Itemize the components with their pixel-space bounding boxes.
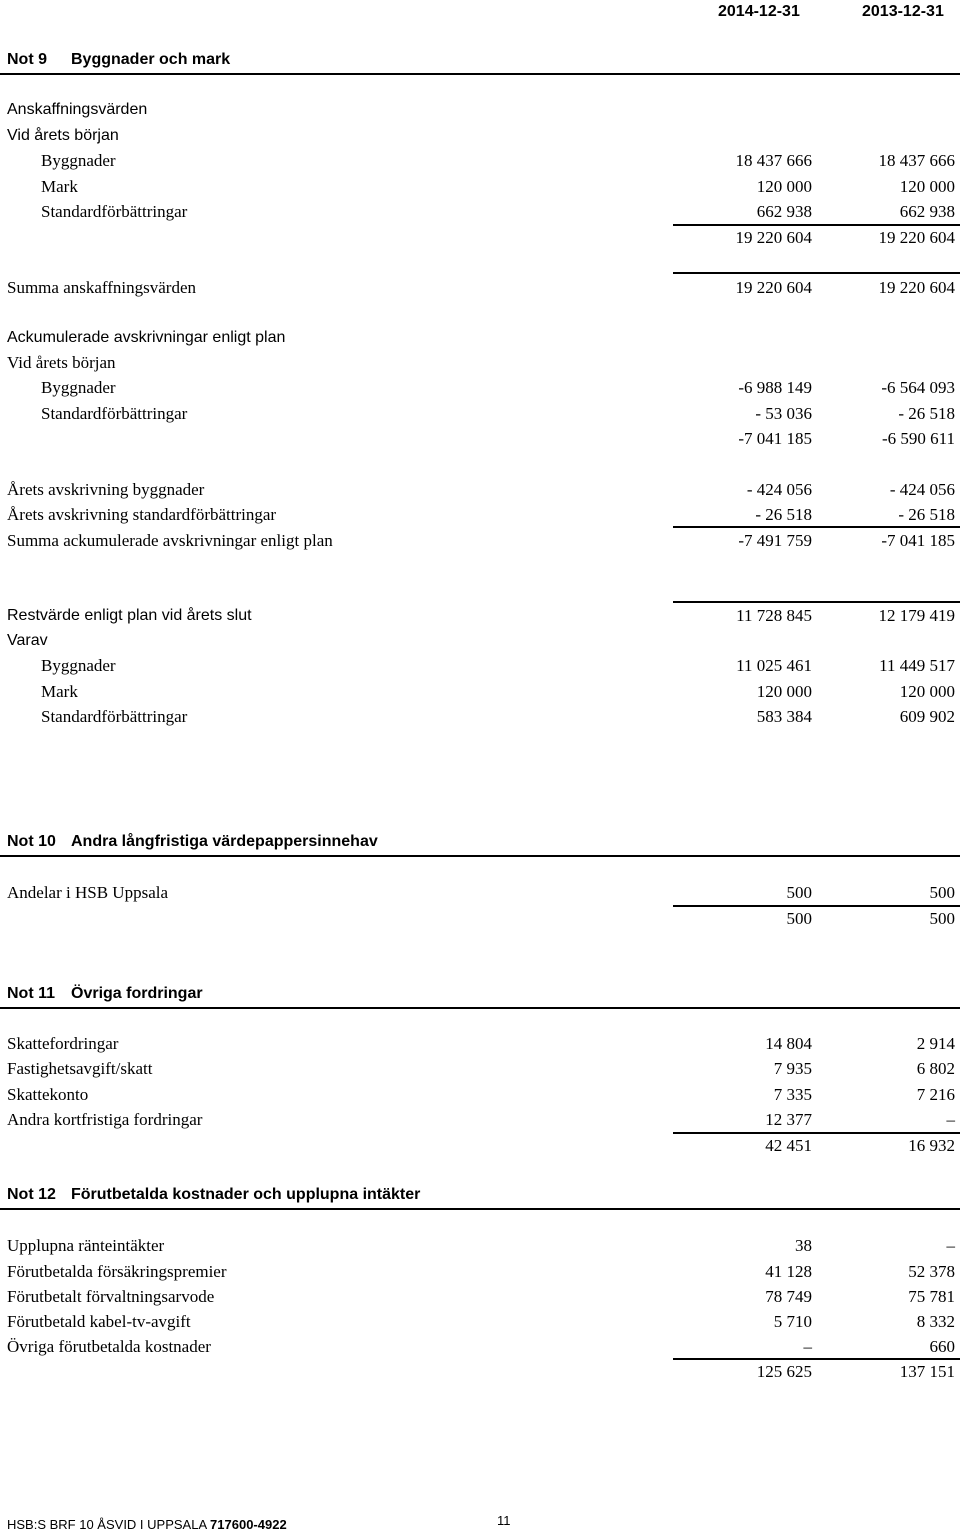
varav-byggnader: Byggnader 11 025 461 11 449 517 [41, 656, 955, 675]
note9-title: Byggnader och mark [71, 51, 231, 68]
acq-row-mark: Mark 120 000 120 000 [41, 177, 955, 196]
footer-org: HSB:S BRF 10 ÅSVID I UPPSALA 717600-4922 [7, 1517, 287, 1532]
note11-row-fastighetsavgift: Fastighetsavgift/skatt 7 935 6 802 [7, 1059, 955, 1078]
note11-title: Övriga fordringar [71, 985, 203, 1002]
year-dep-byggnader: Årets avskrivning byggnader - 424 056 - 424 056 [7, 480, 955, 499]
note9-header [0, 48, 960, 72]
note10-row-hsb: Andelar i HSB Uppsala 500 500 [7, 883, 955, 902]
dep-start-label: Vid årets början [7, 353, 116, 372]
acq-total: Summa anskaffningsvärden 19 220 604 19 220 604 [7, 278, 955, 297]
footer-orgnr: 717600-4922 [210, 1517, 287, 1532]
acq-section-title: Anskaffningsvärden [7, 101, 148, 118]
year-dep-standard: Årets avskrivning standardförbättringar - 26 518 - 26 518 [7, 505, 955, 524]
dep-row-byggnader: Byggnader -6 988 149 -6 564 093 [41, 378, 955, 397]
dep-total: Summa ackumulerade avskrivningar enligt plan -7 491 759 -7 041 185 [7, 531, 955, 550]
note11-header [0, 982, 960, 1006]
column-header-2013: 2013-12-31 [862, 3, 944, 20]
varav-label: Varav [7, 632, 48, 649]
note12-row-forsakring: Förutbetalda försäkringspremier 41 128 52 378 [7, 1262, 955, 1281]
dep-total-rule [673, 526, 960, 528]
note9-header-rule [0, 73, 960, 75]
note11-header-rule [0, 1007, 960, 1009]
note12-title: Förutbetalda kostnader och upplupna intäkter [71, 1186, 421, 1203]
note12-row-kabeltv: Förutbetald kabel-tv-avgift 5 710 8 332 [7, 1312, 955, 1331]
note12-number: Not 12 [7, 1186, 56, 1203]
note12-header-rule [0, 1208, 960, 1210]
note12-row-forvaltning: Förutbetalt förvaltningsarvode 78 749 75 781 [7, 1287, 955, 1306]
footer-page-number: 11 [497, 1513, 511, 1528]
acq-total-rule [673, 272, 960, 274]
note12-total: 125 625 137 151 [756, 1362, 955, 1381]
dep-section-title: Ackumulerade avskrivningar enligt plan [7, 329, 286, 346]
dep-subtotal: -7 041 185 -6 590 611 [738, 429, 955, 448]
note10-header-rule [0, 855, 960, 857]
column-header-2014: 2014-12-31 [718, 3, 800, 20]
residual-value: Restvärde enligt plan vid årets slut 11 728 845 12 179 419 [7, 606, 955, 625]
acq-subtotal: 19 220 604 19 220 604 [735, 228, 955, 247]
acq-start-label: Vid årets början [7, 127, 119, 144]
note12-header [0, 1183, 960, 1207]
note11-row-skattekonto: Skattekonto 7 335 7 216 [7, 1085, 955, 1104]
dep-row-standard: Standardförbättringar - 53 036 - 26 518 [41, 404, 955, 423]
note11-total: 42 451 16 932 [765, 1136, 955, 1155]
residual-rule [673, 601, 960, 603]
note12-row-ranteintakter: Upplupna ränteintäkter 38 – [7, 1236, 955, 1255]
note9-number: Not 9 [7, 51, 47, 68]
note10-total: 500 500 [786, 909, 955, 928]
varav-standard: Standardförbättringar 583 384 609 902 [41, 707, 955, 726]
acq-row-standard: Standardförbättringar 662 938 662 938 [41, 202, 955, 221]
note11-row-skattefordringar: Skattefordringar 14 804 2 914 [7, 1034, 955, 1053]
acq-row-byggnader: Byggnader 18 437 666 18 437 666 [41, 151, 955, 170]
note11-row-andra: Andra kortfristiga fordringar 12 377 – [7, 1110, 955, 1129]
note10-number: Not 10 [7, 833, 56, 850]
note10-header [0, 830, 960, 854]
note12-row-ovriga: Övriga förutbetalda kostnader – 660 [7, 1337, 955, 1356]
varav-mark: Mark 120 000 120 000 [41, 682, 955, 701]
note10-title: Andra långfristiga värdepappersinnehav [71, 833, 378, 850]
note11-number: Not 11 [7, 985, 56, 1002]
